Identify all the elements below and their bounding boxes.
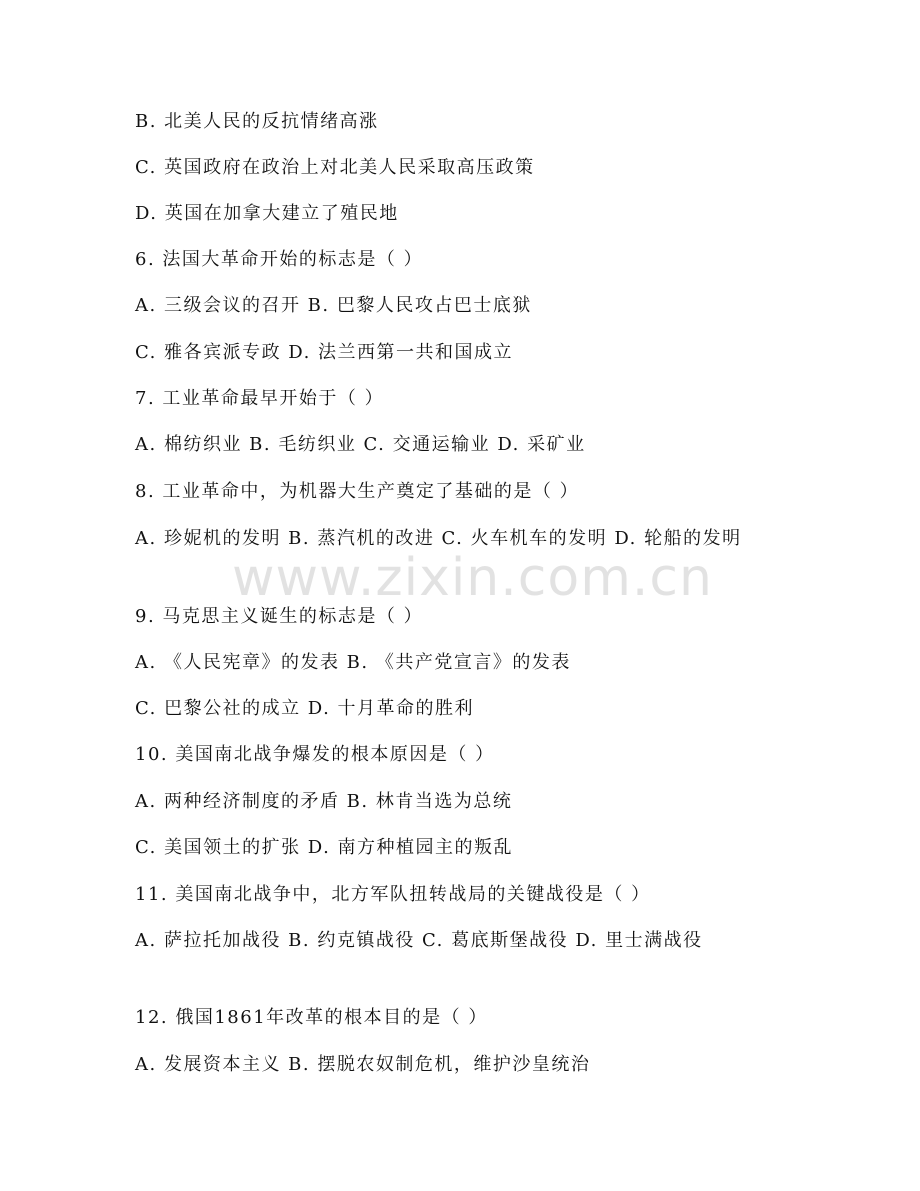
option-line: A. 《人民宪章》的发表 B. 《共产党宣言》的发表 — [135, 652, 571, 673]
option-line: A. 三级会议的召开 B. 巴黎人民攻占巴士底狱 — [135, 295, 532, 316]
option-line: C. 巴黎公社的成立 D. 十月革命的胜利 — [135, 698, 475, 719]
question-line: 12. 俄国1861年改革的根本目的是（ ） — [135, 1007, 488, 1028]
option-line: A. 棉纺织业 B. 毛纺织业 C. 交通运输业 D. 采矿业 — [135, 434, 586, 455]
option-line: C. 雅各宾派专政 D. 法兰西第一共和国成立 — [135, 342, 514, 363]
question-line: 7. 工业革命最早开始于（ ） — [135, 388, 385, 409]
question-line: 8. 工业革命中，为机器大生产奠定了基础的是（ ） — [135, 481, 580, 502]
question-line: 11. 美国南北战争中，北方军队扭转战局的关键战役是（ ） — [135, 884, 651, 905]
option-line: C. 英国政府在政治上对北美人民采取高压政策 — [135, 157, 535, 178]
watermark: www.zixin.com.cn — [232, 548, 713, 608]
option-line: A. 萨拉托加战役 B. 约克镇战役 C. 葛底斯堡战役 D. 里士满战役 — [135, 930, 703, 951]
option-line: A. 发展资本主义 B. 摆脱农奴制危机，维护沙皇统治 — [135, 1054, 591, 1075]
question-line: 9. 马克思主义诞生的标志是（ ） — [135, 606, 424, 627]
option-line: C. 美国领土的扩张 D. 南方种植园主的叛乱 — [135, 837, 514, 858]
question-line: 10. 美国南北战争爆发的根本原因是（ ） — [135, 744, 495, 765]
question-line: 6. 法国大革命开始的标志是（ ） — [135, 249, 424, 270]
option-line: A. 两种经济制度的矛盾 B. 林肯当选为总统 — [135, 791, 513, 812]
option-line: B. 北美人民的反抗情绪高涨 — [135, 111, 379, 132]
option-line: A. 珍妮机的发明 B. 蒸汽机的改进 C. 火车机车的发明 D. 轮船的发明 — [135, 528, 742, 549]
option-line: D. 英国在加拿大建立了殖民地 — [135, 203, 399, 224]
